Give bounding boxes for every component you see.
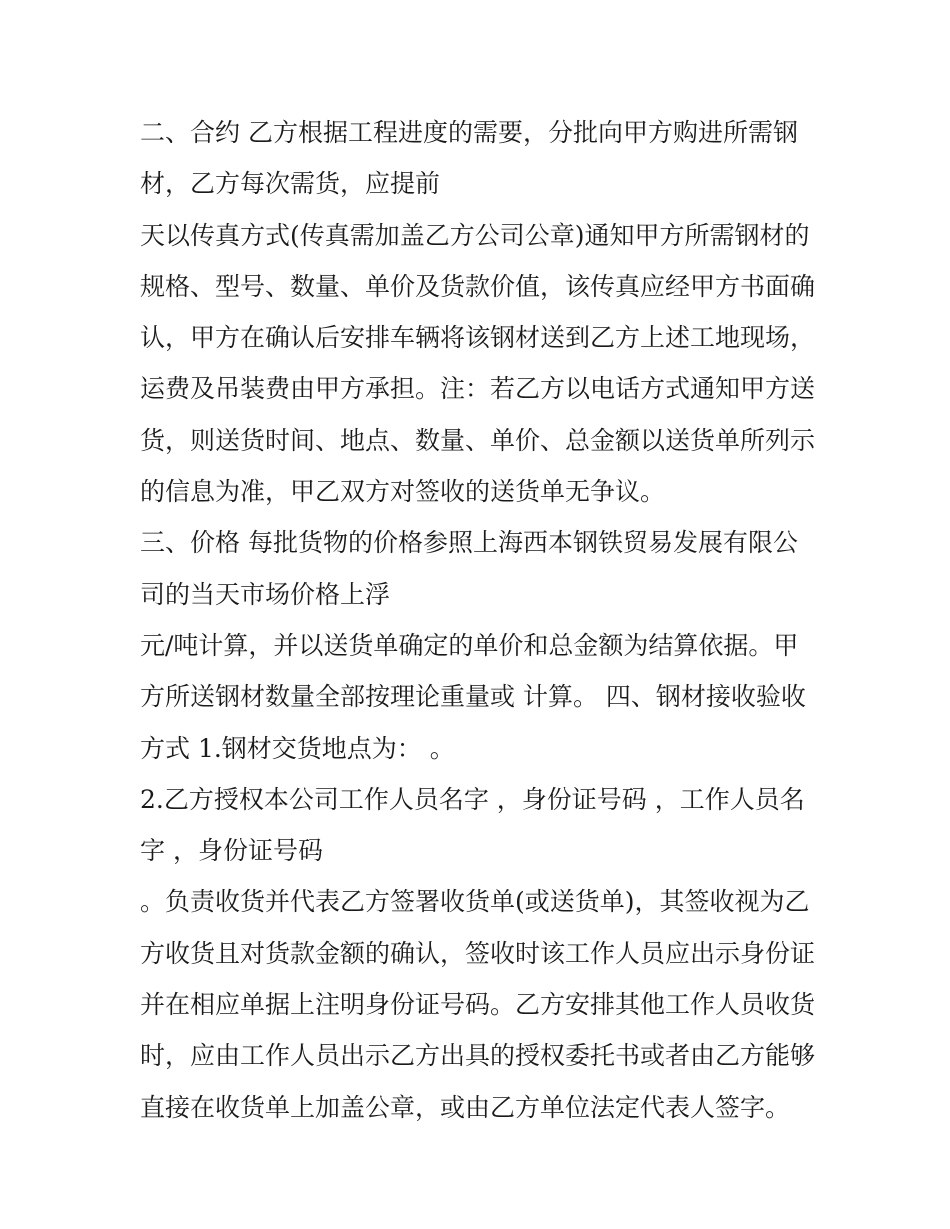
text-line: 运费及吊装费由甲方承担。注：若乙方以电话方式通知甲方送: [140, 374, 816, 404]
text-line: 材，乙方每次需货，应提前: [140, 169, 441, 199]
text-line: 二、合约 乙方根据工程进度的需要，分批向甲方购进所需钢: [140, 118, 798, 147]
text-line: 规格、型号、数量、单价及货款价值，该传真应经甲方书面确: [140, 271, 816, 301]
text-line: 并在相应单据上注明身份证号码。乙方安排其他工作人员收货: [140, 990, 816, 1020]
text-line: 直接在收货单上加盖公章，或由乙方单位法定代表人签字。: [140, 1092, 791, 1122]
text-line: 认，甲方在确认后安排车辆将该钢材送到乙方上述工地现场，: [140, 323, 816, 353]
text-line: 三、价格 每批货物的价格参照上海西本钢铁贸易发展有限公: [140, 528, 798, 558]
text-line: 时，应由工作人员出示乙方出具的授权委托书或者由乙方能够: [140, 1041, 816, 1071]
text-line: 方式 1.钢材交货地点为： 。: [140, 733, 455, 763]
text-line: 2.乙方授权本公司工作人员名字 ，身份证号码 ，工作人员名: [140, 784, 805, 814]
text-line: 货，则送货时间、地点、数量、单价、总金额以送货单所列示: [140, 425, 816, 455]
text-line: 方所送钢材数量全部按理论重量或 计算。 四、钢材接收验收: [140, 682, 806, 712]
text-line: 元/吨计算，并以送货单确定的单价和总金额为结算依据。甲: [140, 630, 799, 660]
text-line: 的信息为准，甲乙双方对签收的送货单无争议。: [140, 477, 666, 507]
contract-body: [140, 107, 830, 1133]
text-line: 方收货且对货款金额的确认，签收时该工作人员应出示身份证: [140, 938, 816, 968]
text-line: 字 ，身份证号码: [140, 836, 323, 866]
text-line: 。负责收货并代表乙方签署收货单(或送货单)，其签收视为乙: [140, 887, 810, 917]
text-line: 司的当天市场价格上浮: [140, 579, 391, 609]
text-line: 天以传真方式(传真需加盖乙方公司公章)通知甲方所需钢材的: [140, 220, 810, 250]
